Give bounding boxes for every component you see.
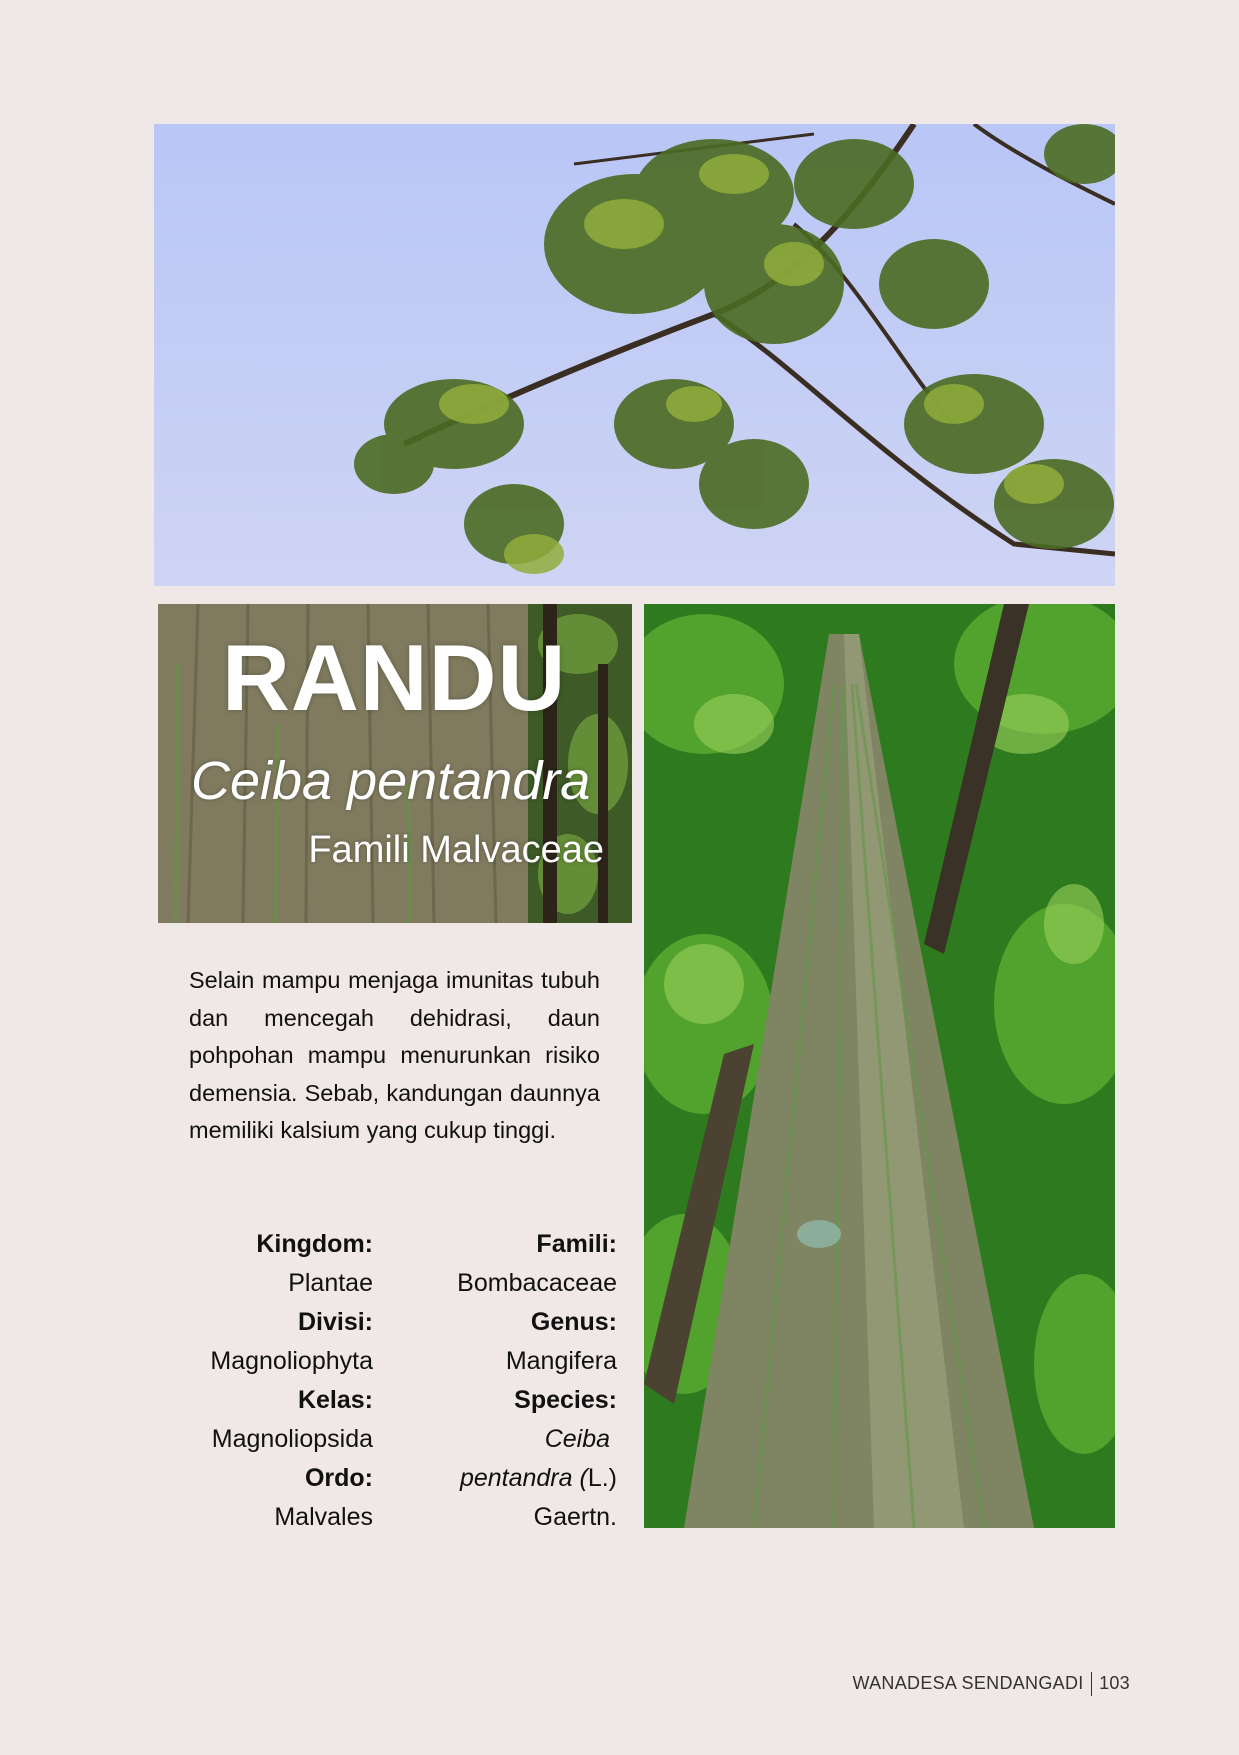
kingdom-value: Plantae — [288, 1269, 373, 1297]
kelas-label: Kelas: — [297, 1386, 373, 1414]
canopy-photo — [154, 124, 1115, 586]
taxonomy-left-column — [180, 1225, 373, 1537]
scientific-name: Ceiba pentandra — [191, 751, 591, 811]
ordo-label: Ordo: — [304, 1464, 373, 1492]
divisi-label: Divisi: — [297, 1308, 373, 1336]
trunk-photo — [644, 604, 1115, 1528]
species-epithet: pentandra ( — [459, 1464, 588, 1492]
divisi-value: Magnoliophyta — [210, 1347, 373, 1375]
species-label: Species: — [514, 1386, 617, 1414]
page-title: RANDU — [222, 625, 567, 730]
species-genus: Ceiba — [544, 1425, 611, 1453]
species-value-line-3: Gaertn. — [533, 1503, 617, 1531]
species-value-line-1 — [420, 1420, 617, 1459]
famili-label: Famili: — [536, 1230, 617, 1258]
genus-label: Genus: — [530, 1308, 617, 1336]
famili-value: Bombacaceae — [457, 1269, 617, 1297]
footer-divider — [1091, 1672, 1093, 1696]
species-author: L.) — [587, 1464, 617, 1492]
title-panel — [158, 604, 632, 923]
page-number: 103 — [1099, 1672, 1130, 1693]
genus-value: Mangifera — [505, 1347, 617, 1375]
publication-name: WANADESA SENDANGADI — [852, 1672, 1084, 1693]
kingdom-label: Kingdom: — [256, 1230, 373, 1258]
ordo-value: Malvales — [274, 1503, 373, 1531]
kelas-value: Magnoliopsida — [211, 1425, 373, 1453]
family-name: Famili Malvaceae — [308, 829, 604, 871]
taxonomy-right-column — [420, 1225, 617, 1537]
description-paragraph: Selain mampu menjaga imunitas tubuh dan mencegah dehidrasi, daun pohpohan mampu menurunkan risiko demensia. Sebab, kandungan daunnya memiliki kalsium yang cukup tinggi. — [189, 967, 600, 1143]
species-value-line-2 — [420, 1459, 617, 1498]
page-footer — [852, 1672, 1130, 1696]
